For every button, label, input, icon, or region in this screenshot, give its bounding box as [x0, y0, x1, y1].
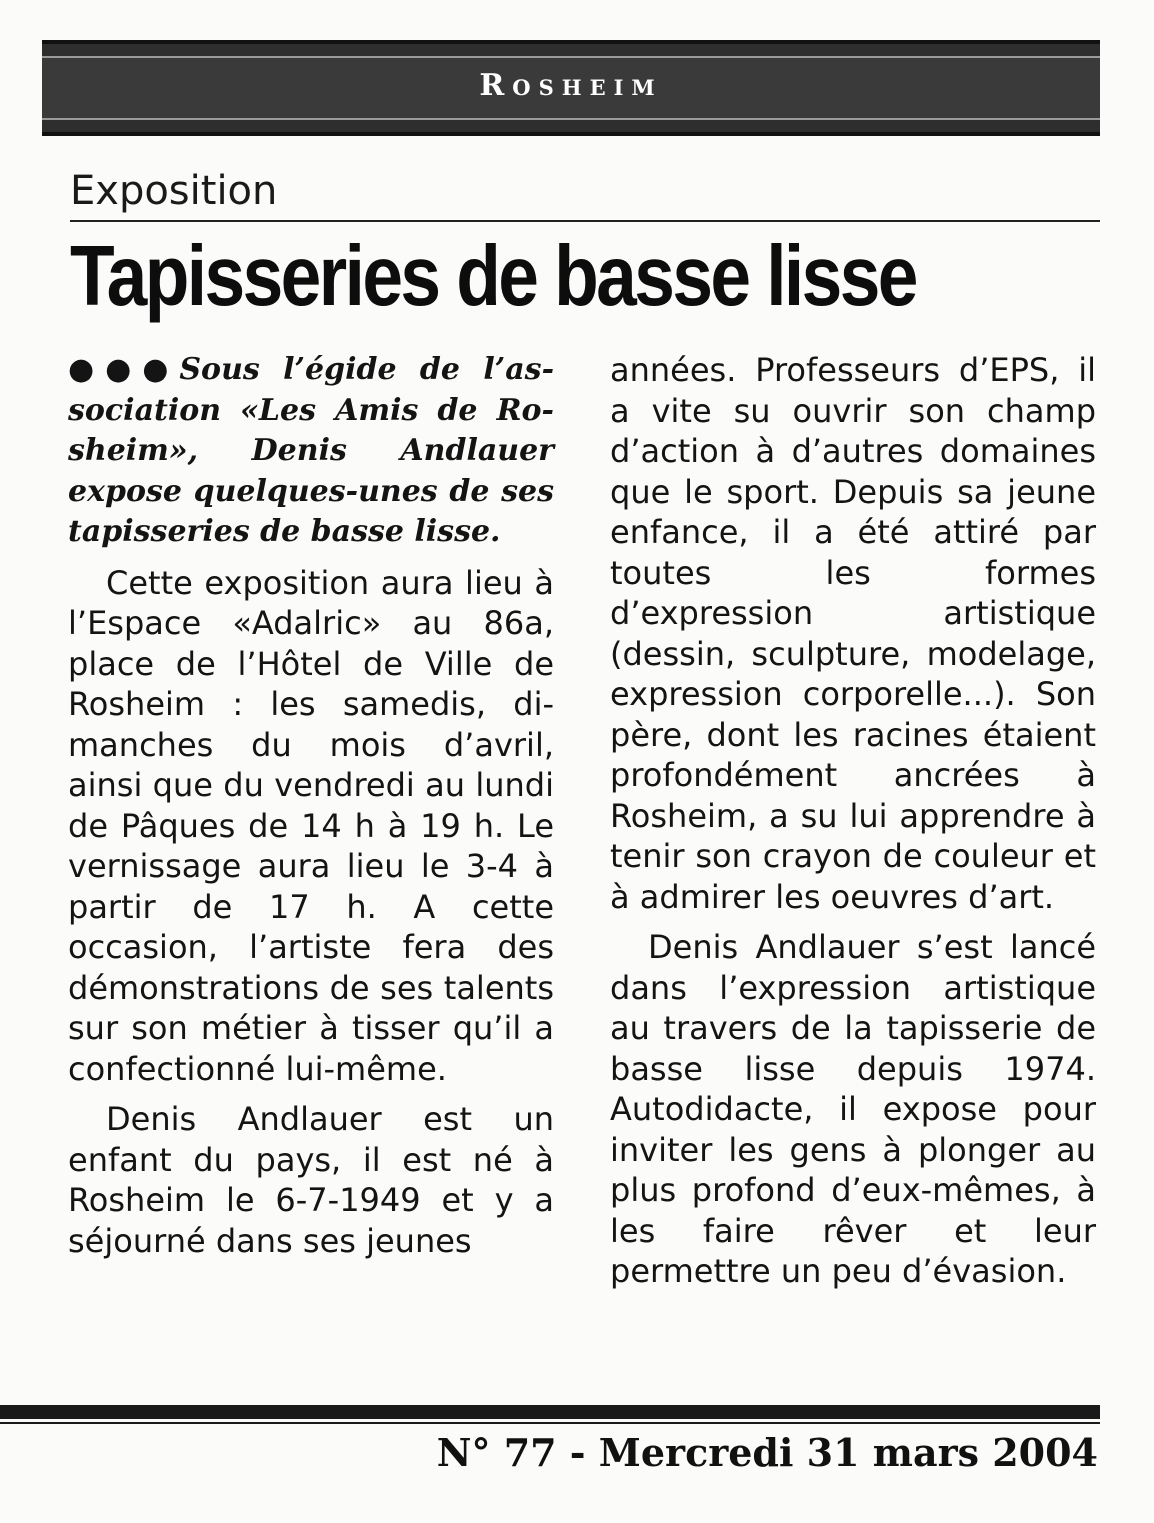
lead-bullets: ●●● [68, 352, 180, 387]
lead-text: Sous l’égide de l’association «Les Amis de Rosheim», Denis Andlauer expose quelques-unes de ses tapisseries de basse lisse. [68, 352, 555, 549]
article-kicker: Exposition [70, 168, 278, 214]
section-banner [42, 40, 1100, 136]
section-title: Rosheim [479, 68, 663, 103]
article-paragraph: années. Professeurs d’EPS, il a vite su ouvrir son champ d’action à d’autres domaines que le sport. Depuis sa jeune enfance, il a été attiré par toutes les formes d’expression artistique (dessin, sculpture, modelage, expression corporelle...). Son père, dont les racines étaient profondément ancrées à Rosheim, a su lui apprendre à tenir son crayon de couleur et à admirer les oeuvres d’art. [610, 351, 1096, 916]
footer-rule-thin [0, 1422, 1100, 1424]
article-column-left [68, 350, 554, 1261]
article-paragraph: Denis Andlauer est un enfant du pays, il est né à Rosheim le 6-7-1949 et y a séjourné dans ses jeunes [68, 1100, 554, 1260]
article-lead [68, 350, 554, 553]
article-paragraph: Cette exposition aura lieu à l’Espace «Adalric» au 86a, place de l’Hôtel de Ville de Rosheim : les samedis, dimanches du mois d’avril, ainsi que du vendredi au lundi de Pâques de 14 h à 19 h. Le vernissage aura lieu le 3-4 à partir de 17 h. A cette occasion, l’artiste fera des démonstrations de ses talents sur son métier à tisser qu’il a confectionné lui-même. [68, 563, 554, 1088]
article-headline: Tapisseries de basse lisse [70, 229, 916, 324]
article-column-right [610, 350, 1096, 1292]
issue-date-line: N° 77 - Mercredi 31 mars 2004 [436, 1430, 1098, 1475]
article-paragraph: Denis Andlauer s’est lancé dans l’expression artistique au travers de la tapisserie de basse lisse depuis 1974. Autodidacte, il expose pour inviter les gens à plonger au plus profond d’eux-mêmes, à les faire rêver et leur permettre un peu d’évasion. [610, 928, 1096, 1290]
footer-rule [0, 1405, 1100, 1419]
kicker-rule [70, 220, 1100, 222]
